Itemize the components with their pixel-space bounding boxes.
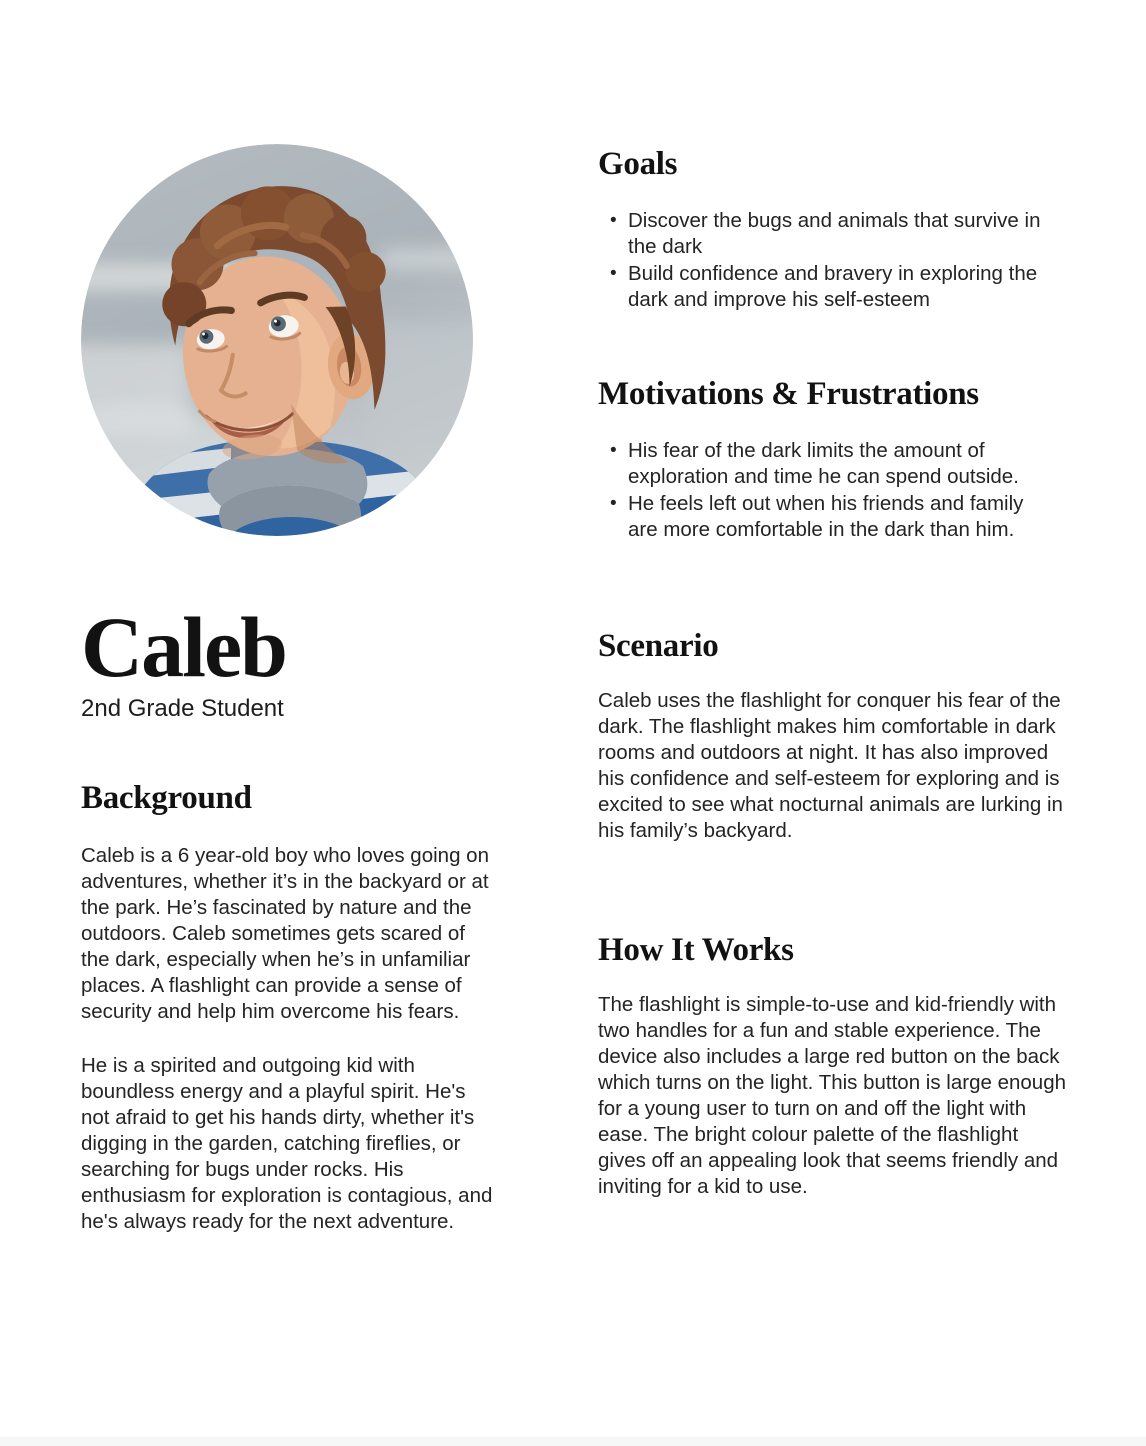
right-column: [598, 146, 1066, 1200]
motivations-section-title: Motivations & Frustrations: [598, 375, 979, 412]
motivations-list: [598, 438, 1066, 544]
goals-list-item: • Build confidence and bravery in exploring the dark and improve his self-esteem: [628, 261, 1058, 314]
how-it-works-paragraph: The flashlight is simple-to-use and kid-friendly with two handles for a fun and stable experience. The device also includes a large red button on the back which turns on the light. This button is large enough for a young user to turn on and off the light with ease. The bright colour palette of the flashlight gives off an appealing look that seems friendly and inviting for a kid to use.: [598, 992, 1066, 1198]
persona-name: Caleb: [81, 599, 286, 695]
motivations-list-item: • He feels left out when his friends and family are more comfortable in the dark than him.: [628, 491, 1058, 544]
bottom-accent-bar: [0, 1437, 1146, 1446]
scenario-section: [598, 628, 1066, 844]
motivations-frustrations-section: [598, 376, 1066, 544]
how-it-works-section-title: How It Works: [598, 931, 794, 968]
persona-role: 2nd Grade Student: [81, 695, 284, 722]
motivations-list-item: • His fear of the dark limits the amount of exploration and time he can spend outside.: [628, 438, 1058, 491]
goals-list-item: • Discover the bugs and animals that survive in the dark: [628, 208, 1058, 261]
goals-list: [598, 208, 1066, 314]
boy-portrait-illustration: [81, 144, 473, 536]
scenario-section-title: Scenario: [598, 627, 719, 664]
goals-section: [598, 146, 1066, 314]
background-paragraph-1: Caleb is a 6 year-old boy who loves going on adventures, whether it’s in the backyard or at the park. He’s fascinated by nature and the outdoors. Caleb sometimes gets scared of the dark, especially when he’s in unfamiliar places. A flashlight can provide a sense of security and help him overcome his fears.: [81, 844, 489, 1024]
persona-photo: [81, 144, 473, 536]
how-it-works-section: [598, 932, 1066, 1200]
left-column: [81, 144, 517, 1235]
goals-section-title: Goals: [598, 146, 678, 182]
background-section-title: Background: [81, 780, 252, 817]
scenario-paragraph: Caleb uses the flashlight for conquer his fear of the dark. The flashlight makes him comfortable in dark rooms and outdoors at night. It has also improved his confidence and self-esteem for exploring and is excited to see what nocturnal animals are lurking in his family’s backyard.: [598, 688, 1063, 842]
background-paragraph-2: He is a spirited and outgoing kid with boundless energy and a playful spirit. He's not afraid to get his hands dirty, whether it's digging in the garden, catching fireflies, or searching for bugs under rocks. His enthusiasm for exploration is contagious, and he's always ready for the next adventure.: [81, 1054, 493, 1234]
